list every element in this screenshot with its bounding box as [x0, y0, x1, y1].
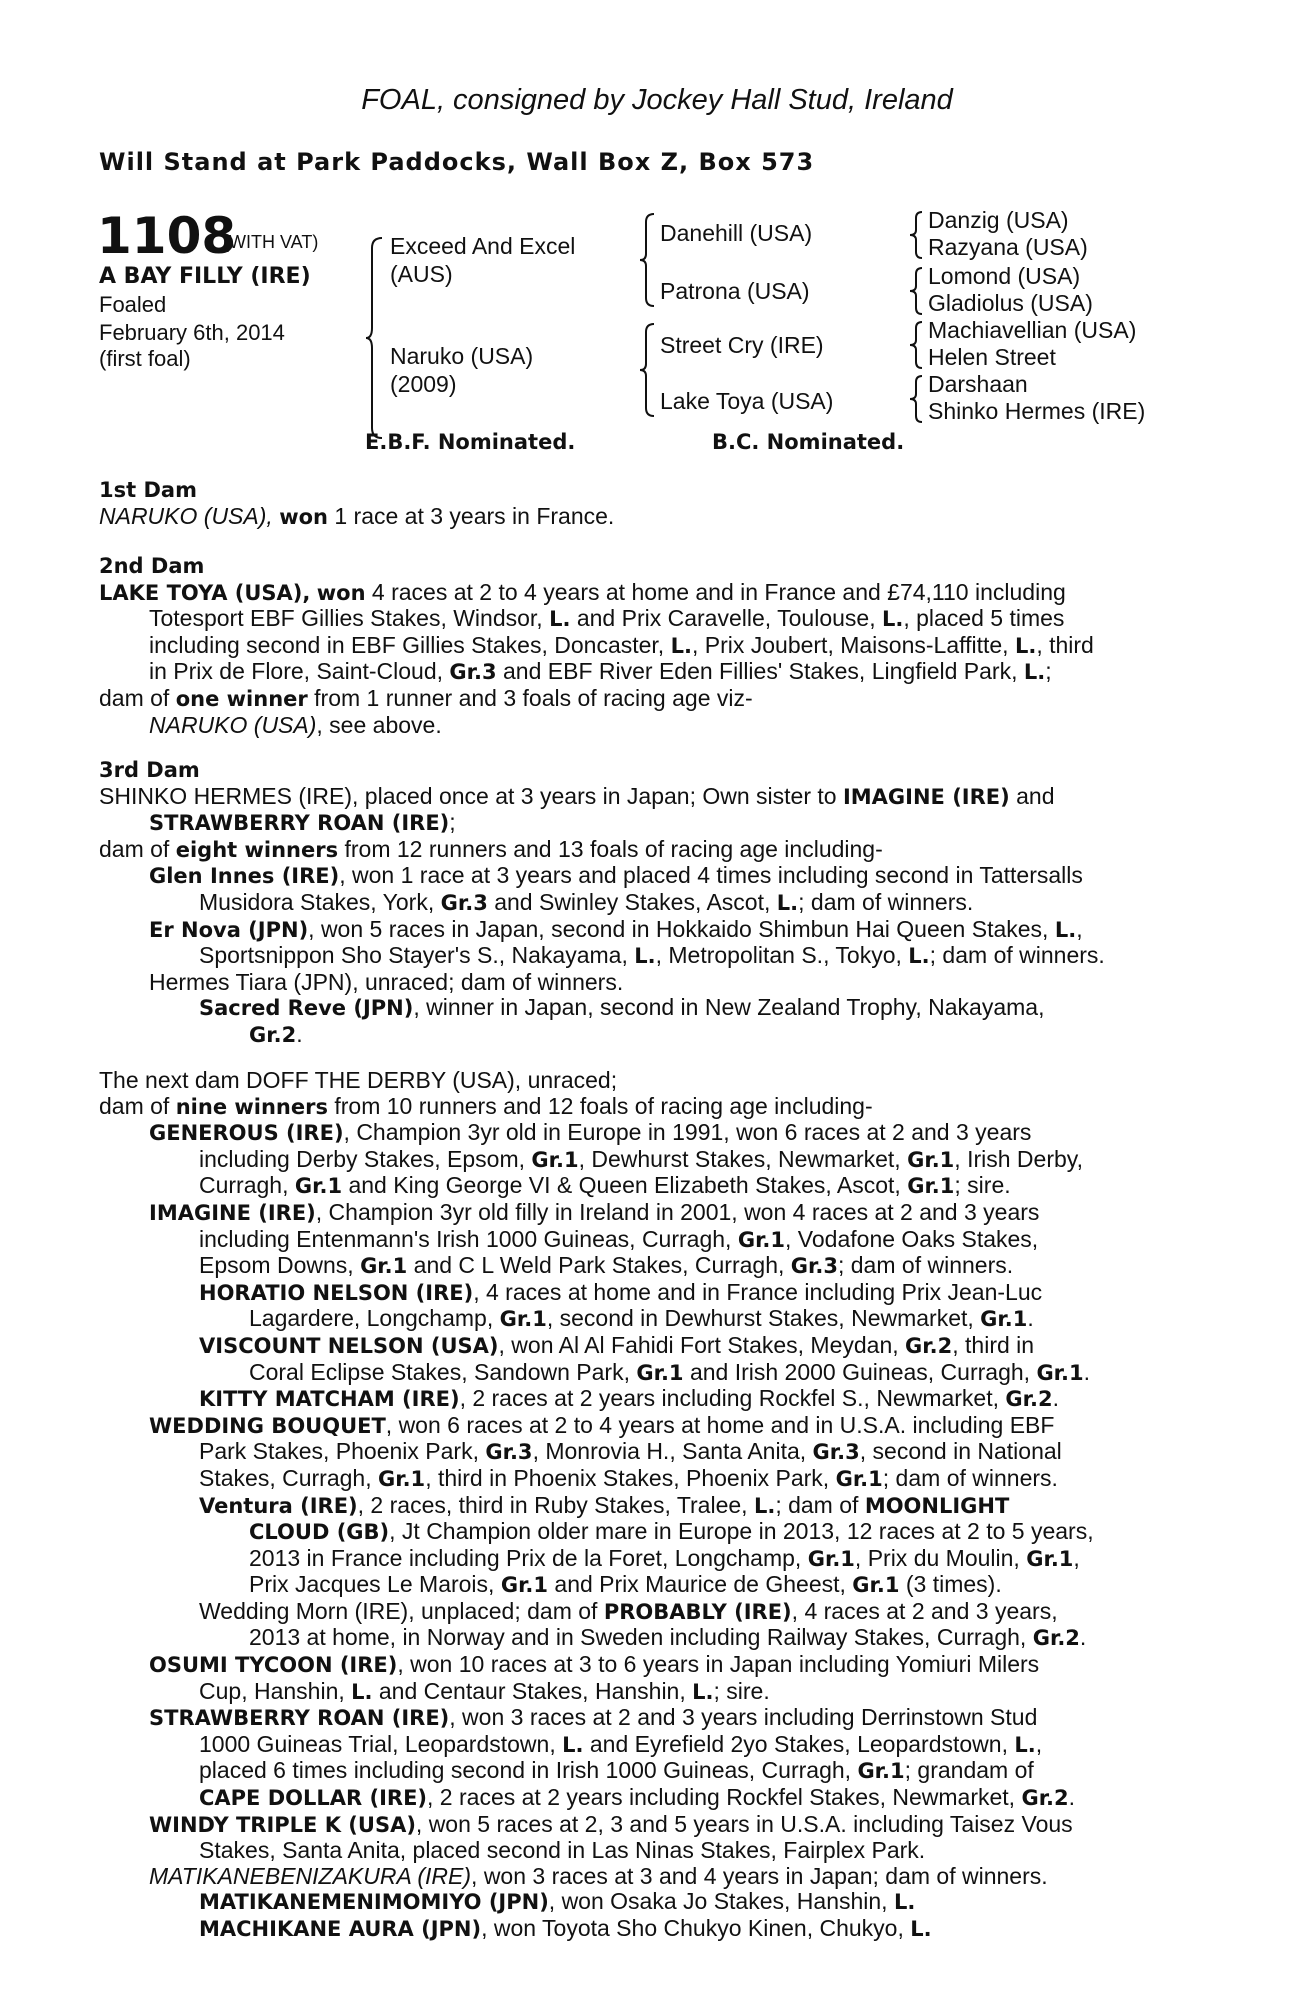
- listed-mark: L.: [753, 1493, 776, 1518]
- group-mark: Gr.2: [249, 1022, 297, 1047]
- text: , third in: [952, 1331, 1035, 1358]
- winners-count: nine winners: [175, 1094, 328, 1119]
- sire-name: Exceed And Excel: [390, 233, 576, 259]
- wedding-morn-line-1: [99, 1599, 1204, 1626]
- text: , won 5 races at 2, 3 and 5 years in U.S.A. including Taisez Vous: [415, 1810, 1073, 1837]
- group-mark: Gr.2: [905, 1333, 953, 1358]
- g3-sire: Machiavellian (USA): [928, 317, 1137, 343]
- text: , 2 races at 2 years including Rockfel S., Newmarket,: [459, 1385, 1000, 1412]
- text: , Champion 3yr old filly in Ireland in 2001, won 4 races at 2 and 3 years: [315, 1198, 1040, 1225]
- text: , 2 races, third in Ruby Stakes, Tralee,: [357, 1491, 748, 1518]
- text: , 2 races at 2 years including Rockfel Stakes, Newmarket,: [427, 1784, 1016, 1811]
- kitty-line: [99, 1386, 1204, 1413]
- group-mark: Gr.1: [980, 1307, 1028, 1332]
- text: , 4 races at 2 and 3 years,: [791, 1597, 1058, 1624]
- text: including Derby Stakes, Epsom,: [199, 1145, 525, 1172]
- next-dam-line-2: [99, 1094, 1204, 1121]
- text: , Jt Champion older mare in Europe in 2013, 12 races at 2 to 5 years,: [389, 1518, 1094, 1545]
- horse-name: Ventura (IRE): [199, 1493, 358, 1518]
- text: 4 races at 2 to 4 years at home and in France and £74,110 including: [371, 578, 1066, 605]
- horse-name: Er Nova (JPN): [149, 917, 309, 942]
- text: Stakes, Curragh,: [199, 1464, 372, 1491]
- dam-year: (2009): [390, 371, 457, 397]
- horse-link: IMAGINE (IRE): [842, 784, 1010, 809]
- text: 1000 Guineas Trial, Leopardstown,: [199, 1730, 556, 1757]
- foaled-label: Foaled: [99, 292, 167, 317]
- text: , Dewhurst Stakes, Newmarket,: [578, 1145, 901, 1172]
- g1-dam: Razyana (USA): [928, 234, 1088, 260]
- text: , Monrovia H., Santa Anita,: [532, 1438, 807, 1465]
- first-foal-note: (first foal): [99, 346, 191, 371]
- cape-dollar-line: [99, 1785, 1204, 1812]
- imagine-line-2: [99, 1227, 1204, 1254]
- g4-brace: [908, 374, 924, 424]
- text: and Prix Caravelle, Toulouse,: [576, 605, 876, 632]
- horse-name: Glen Innes (IRE): [149, 864, 340, 889]
- group-mark: Gr.1: [360, 1254, 408, 1279]
- sire-dam: Patrona (USA): [660, 278, 810, 304]
- windy-line-1: [99, 1812, 1204, 1839]
- text: , Prix du Moulin,: [854, 1544, 1020, 1571]
- listed-mark: L.: [634, 944, 656, 969]
- next-dam-section: [99, 1068, 1204, 1943]
- sire-origin: (AUS): [390, 261, 453, 287]
- text: , won Al Al Fahidi Fort Stakes, Meydan,: [498, 1331, 899, 1358]
- g2-brace: [908, 266, 924, 316]
- text: including second in EBF Gillies Stakes, Doncaster,: [149, 631, 665, 658]
- third-dam-line-1: [99, 784, 1204, 811]
- text: ;: [1045, 658, 1052, 685]
- horse-name: MATIKANEBENIZAKURA (IRE): [149, 1862, 472, 1889]
- text: Prix Jacques Le Marois,: [249, 1571, 495, 1598]
- horse-name: CLOUD (GB): [249, 1520, 390, 1545]
- second-dam-line-5: [99, 686, 1204, 713]
- horse-name: PROBABLY (IRE): [603, 1599, 792, 1624]
- text: and Eyrefield 2yo Stakes, Leopardstown,: [589, 1730, 1008, 1757]
- osumi-line-1: [99, 1652, 1204, 1679]
- second-dam-name: LAKE TOYA (USA),: [99, 580, 311, 605]
- listed-mark: L.: [1014, 633, 1037, 658]
- text: , placed 5 times: [903, 605, 1065, 632]
- lot-number: 1108: [97, 207, 237, 265]
- foaled-date: February 6th, 2014: [99, 320, 285, 345]
- text: .: [1052, 1385, 1059, 1412]
- text: 2013 in France including Prix de la Foret, Longchamp,: [249, 1544, 802, 1571]
- text: (3 times).: [905, 1571, 1002, 1598]
- group-mark: Gr.3: [812, 1440, 860, 1465]
- text: , 4 races at home and in France including Prix Jean-Luc: [473, 1278, 1043, 1305]
- listed-mark: L.: [908, 944, 930, 969]
- horse-name: VISCOUNT NELSON (USA): [199, 1333, 499, 1358]
- text: .: [1027, 1305, 1034, 1332]
- imagine-line-1: [99, 1200, 1204, 1227]
- text: dam of: [99, 835, 170, 862]
- listed-mark: L.: [910, 1917, 932, 1941]
- first-dam-record: 1 race at 3 years in France.: [334, 502, 615, 529]
- glen-innes-line-1: [99, 863, 1204, 890]
- g4-dam: Shinko Hermes (IRE): [928, 398, 1146, 424]
- g3-dam: Helen Street: [928, 344, 1056, 370]
- horse-name: Sacred Reve (JPN): [199, 996, 414, 1021]
- horse-name: STRAWBERRY ROAN (IRE): [149, 811, 450, 836]
- machikane-aura-line: [99, 1916, 1204, 1943]
- text: , won Osaka Jo Stakes, Hanshin,: [548, 1888, 888, 1915]
- matikanemenimomiyo-line: [99, 1889, 1204, 1916]
- text: .: [1068, 1784, 1076, 1811]
- dam-dam: Lake Toya (USA): [660, 388, 834, 414]
- group-mark: Gr.1: [852, 1573, 900, 1598]
- group-mark: Gr.2: [1021, 1786, 1069, 1811]
- group-mark: Gr.1: [294, 1174, 343, 1199]
- stable-location: Will Stand at Park Paddocks, Wall Box Z, Box 573: [99, 148, 815, 176]
- text: and Swinley Stakes, Ascot,: [494, 888, 771, 915]
- text: ; sire.: [954, 1172, 1011, 1199]
- text: , Prix Joubert, Maisons-Laffitte,: [691, 631, 1009, 658]
- listed-mark: L.: [1054, 917, 1077, 942]
- text: Musidora Stakes, York,: [199, 888, 435, 915]
- horatio-line-2: [99, 1306, 1204, 1333]
- group-mark: Gr.3: [449, 660, 497, 685]
- generous-line-2: [99, 1147, 1204, 1174]
- text: ; dam of winners.: [929, 942, 1105, 969]
- text: ; dam of winners.: [798, 888, 974, 915]
- winners-count: one winner: [175, 686, 308, 711]
- horatio-line-1: [99, 1280, 1204, 1307]
- text: , won 3 races at 3 and 4 years in Japan; dam of winners.: [471, 1862, 1048, 1889]
- text: Lagardere, Longchamp,: [249, 1305, 494, 1332]
- group-mark: Gr.1: [499, 1307, 547, 1332]
- first-dam-name: NARUKO (USA),: [99, 502, 273, 529]
- listed-mark: L.: [562, 1732, 584, 1757]
- text: and Centaur Stakes, Hanshin,: [378, 1677, 686, 1704]
- second-dam-line-4: [99, 659, 1204, 686]
- group-mark: Gr.1: [857, 1759, 905, 1784]
- wedding-line-1: [99, 1413, 1204, 1440]
- er-nova-line-1: [99, 917, 1204, 944]
- text: , winner in Japan, second in New Zealand Trophy, Nakayama,: [413, 994, 1045, 1021]
- sire-line-brace: [638, 212, 656, 308]
- listed-mark: L.: [776, 890, 799, 915]
- group-mark: Gr.1: [377, 1466, 426, 1491]
- text: and EBF River Eden Fillies' Stakes, Lingfield Park,: [503, 658, 1018, 685]
- group-mark: Gr.1: [531, 1147, 579, 1172]
- text: , won 1 race at 3 years and placed 4 times including second in Tattersalls: [339, 862, 1083, 889]
- text: Totesport EBF Gillies Stakes, Windsor,: [149, 605, 543, 632]
- horse-name: HORATIO NELSON (IRE): [199, 1280, 474, 1305]
- osumi-line-2: [99, 1679, 1204, 1706]
- group-mark: Gr.1: [807, 1546, 855, 1571]
- group-mark: Gr.1: [1036, 1360, 1084, 1385]
- text: .: [1083, 1358, 1091, 1385]
- text: and King George VI & Queen Elizabeth Stakes, Ascot,: [348, 1172, 901, 1199]
- listed-mark: L.: [692, 1679, 714, 1704]
- text: , see above.: [316, 711, 442, 738]
- second-dam-section: [99, 554, 1204, 738]
- ventura-line-4: [99, 1572, 1204, 1599]
- sacred-reve-line-2: [99, 1022, 1204, 1049]
- text: from 12 runners and 13 foals of racing age including-: [344, 835, 883, 862]
- text: from 10 runners and 12 foals of racing age including-: [334, 1092, 873, 1119]
- ventura-line-2: [99, 1519, 1204, 1546]
- g1-brace: [908, 210, 924, 260]
- wedding-morn-line-2: [99, 1625, 1204, 1652]
- second-dam-line-6: [99, 713, 1204, 739]
- group-mark: Gr.3: [485, 1440, 533, 1465]
- dam-name: Naruko (USA): [390, 343, 534, 369]
- third-dam-line-3: [99, 837, 1204, 864]
- listed-mark: L.: [351, 1679, 373, 1704]
- text: including Entenmann's Irish 1000 Guineas, Curragh,: [199, 1225, 732, 1252]
- strawberry-line-3: [99, 1758, 1204, 1785]
- text: , third: [1036, 631, 1094, 658]
- listed-mark: L.: [1014, 1732, 1036, 1757]
- g3-brace: [908, 320, 924, 370]
- horse-name: MOONLIGHT: [864, 1493, 1010, 1518]
- first-dam-heading: 1st Dam: [99, 478, 197, 502]
- viscount-line-1: [99, 1333, 1204, 1360]
- viscount-line-2: [99, 1360, 1204, 1387]
- text: ; sire.: [713, 1677, 770, 1704]
- dam-sire: Street Cry (IRE): [660, 332, 824, 358]
- text: Sportsnippon Sho Stayer's S., Nakayama,: [199, 942, 628, 969]
- group-mark: Gr.1: [737, 1227, 786, 1252]
- text: , Champion 3yr old in Europe in 1991, won 6 races at 2 and 3 years: [343, 1119, 1032, 1146]
- text: Cup, Hanshin,: [199, 1677, 345, 1704]
- next-dam-line-1: The next dam DOFF THE DERBY (USA), unraced;: [99, 1067, 618, 1093]
- text: ; dam of winners.: [837, 1252, 1014, 1279]
- generous-line-3: [99, 1173, 1204, 1200]
- windy-line-2: Stakes, Santa Anita, placed second in Las Ninas Stakes, Fairplex Park.: [199, 1837, 926, 1864]
- strawberry-line-2: [99, 1732, 1204, 1759]
- text: dam of: [99, 1092, 170, 1119]
- dam-line-brace: [638, 322, 656, 418]
- text: ,: [1073, 1544, 1080, 1571]
- text: , won 5 races in Japan, second in Hokkaido Shimbun Hai Queen Stakes,: [308, 915, 1049, 942]
- text: .: [1079, 1624, 1087, 1651]
- third-dam-section: [99, 758, 1204, 1049]
- text: ,: [1035, 1730, 1043, 1757]
- text: ; grandam of: [904, 1757, 1034, 1784]
- horse-name: GENEROUS (IRE): [149, 1121, 344, 1146]
- text: , won 3 races at 2 and 3 years including Derrinstown Stud: [449, 1704, 1038, 1731]
- group-mark: Gr.1: [907, 1174, 955, 1199]
- text: , Irish Derby,: [954, 1145, 1083, 1172]
- text: , third in Phoenix Stakes, Phoenix Park,: [425, 1464, 830, 1491]
- listed-mark: L.: [893, 1890, 916, 1915]
- listed-mark: L.: [1023, 660, 1046, 685]
- g1-sire: Danzig (USA): [928, 207, 1069, 233]
- text: , won 10 races at 3 to 6 years in Japan including Yomiuri Milers: [397, 1651, 1040, 1678]
- second-dam-line-3: [99, 633, 1204, 660]
- g4-sire: Darshaan: [928, 371, 1028, 397]
- wedding-line-3: [99, 1466, 1204, 1493]
- third-dam-line-2: [99, 810, 1204, 837]
- group-mark: Gr.3: [790, 1254, 838, 1279]
- group-mark: Gr.1: [907, 1147, 955, 1172]
- second-dam-line-1: [99, 580, 1204, 607]
- text: SHINKO HERMES (IRE), placed once at 3 years in Japan; Own sister to: [99, 782, 837, 809]
- text: , Metropolitan S., Tokyo,: [655, 942, 902, 969]
- text: and Irish 2000 Guineas, Curragh,: [689, 1358, 1031, 1385]
- first-dam-line: [99, 504, 1204, 531]
- horse-name: IMAGINE (IRE): [149, 1200, 316, 1225]
- group-mark: Gr.3: [440, 890, 488, 915]
- won-label: won: [316, 580, 366, 605]
- sacred-reve-line-1: [99, 995, 1204, 1022]
- text: dam of: [99, 684, 170, 711]
- horse-name: MACHIKANE AURA (JPN): [199, 1917, 482, 1941]
- third-dam-heading: 3rd Dam: [99, 758, 200, 782]
- group-mark: Gr.2: [1032, 1626, 1080, 1651]
- text: , second in National: [859, 1438, 1062, 1465]
- group-mark: Gr.1: [500, 1573, 549, 1598]
- produce-name: NARUKO (USA): [149, 711, 317, 738]
- horse-name: WINDY TRIPLE K (USA): [149, 1812, 416, 1837]
- text: , Vodafone Oaks Stakes,: [785, 1225, 1039, 1252]
- text: from 1 runner and 3 foals of racing age viz-: [314, 684, 753, 711]
- group-mark: Gr.1: [1026, 1546, 1074, 1571]
- horse-name: OSUMI TYCOON (IRE): [149, 1653, 398, 1678]
- matikane-line: [99, 1864, 1204, 1890]
- text: Wedding Morn (IRE), unplaced; dam of: [199, 1597, 598, 1624]
- text: and: [1016, 782, 1055, 809]
- horse-name: STRAWBERRY ROAN (IRE): [149, 1706, 450, 1731]
- ventura-line-1: [99, 1493, 1204, 1520]
- group-mark: Gr.2: [1005, 1387, 1053, 1412]
- horse-name: WEDDING BOUQUET: [149, 1413, 386, 1438]
- text: ;: [449, 809, 456, 836]
- hermes-tiara-line: Hermes Tiara (JPN), unraced; dam of winners.: [149, 968, 624, 995]
- text: and C L Weld Park Stakes, Curragh,: [413, 1252, 785, 1279]
- horse-name: MATIKANEMENIMOMIYO (JPN): [199, 1890, 549, 1915]
- text: , second in Dewhurst Stakes, Newmarket,: [546, 1305, 974, 1332]
- text: Coral Eclipse Stakes, Sandown Park,: [249, 1358, 630, 1385]
- horse-name: CAPE DOLLAR (IRE): [199, 1786, 428, 1811]
- text: Epsom Downs,: [199, 1252, 354, 1279]
- sire-sire: Danehill (USA): [660, 220, 813, 246]
- listed-mark: L.: [670, 633, 692, 658]
- text: 2013 at home, in Norway and in Sweden including Railway Stakes, Curragh,: [249, 1624, 1027, 1651]
- glen-innes-line-2: [99, 890, 1204, 917]
- wedding-line-2: [99, 1439, 1204, 1466]
- text: in Prix de Flore, Saint-Cloud,: [149, 658, 444, 685]
- text: ; dam of winners.: [882, 1464, 1058, 1491]
- group-mark: Gr.1: [636, 1360, 684, 1385]
- listed-mark: L.: [881, 607, 904, 632]
- won-label: won: [279, 504, 328, 529]
- g2-sire: Lomond (USA): [928, 263, 1081, 289]
- text: Curragh,: [199, 1172, 289, 1199]
- horse-name: KITTY MATCHAM (IRE): [199, 1387, 460, 1412]
- second-dam-heading: 2nd Dam: [99, 554, 205, 578]
- second-dam-line-2: [99, 606, 1204, 633]
- ventura-line-3: [99, 1546, 1204, 1573]
- bc-nominated: B.C. Nominated.: [712, 430, 905, 454]
- er-nova-line-2: [99, 943, 1204, 970]
- imagine-line-3: [99, 1253, 1204, 1280]
- text: .: [296, 1020, 303, 1047]
- strawberry-line-1: [99, 1705, 1204, 1732]
- vat-note: (WITH VAT): [223, 232, 319, 252]
- text: Park Stakes, Phoenix Park,: [199, 1438, 479, 1465]
- text: ,: [1076, 915, 1083, 942]
- winners-count: eight winners: [175, 837, 339, 862]
- generous-line-1: [99, 1120, 1204, 1147]
- group-mark: Gr.1: [835, 1466, 883, 1491]
- horse-name: A BAY FILLY (IRE): [99, 264, 311, 289]
- consignor-line: FOAL, consigned by Jockey Hall Stud, Ireland: [361, 84, 953, 116]
- listed-mark: L.: [549, 607, 571, 632]
- pedigree-brace: [364, 236, 384, 440]
- text: and Prix Maurice de Gheest,: [554, 1571, 846, 1598]
- text: , won Toyota Sho Chukyo Kinen, Chukyo,: [481, 1915, 904, 1941]
- text: ; dam of: [775, 1491, 859, 1518]
- g2-dam: Gladiolus (USA): [928, 290, 1093, 316]
- ebf-nominated: E.B.F. Nominated.: [365, 430, 576, 454]
- text: , won 6 races at 2 to 4 years at home and in U.S.A. including EBF: [385, 1411, 1055, 1438]
- text: placed 6 times including second in Irish 1000 Guineas, Curragh,: [199, 1757, 852, 1784]
- first-dam-section: [99, 478, 1204, 530]
